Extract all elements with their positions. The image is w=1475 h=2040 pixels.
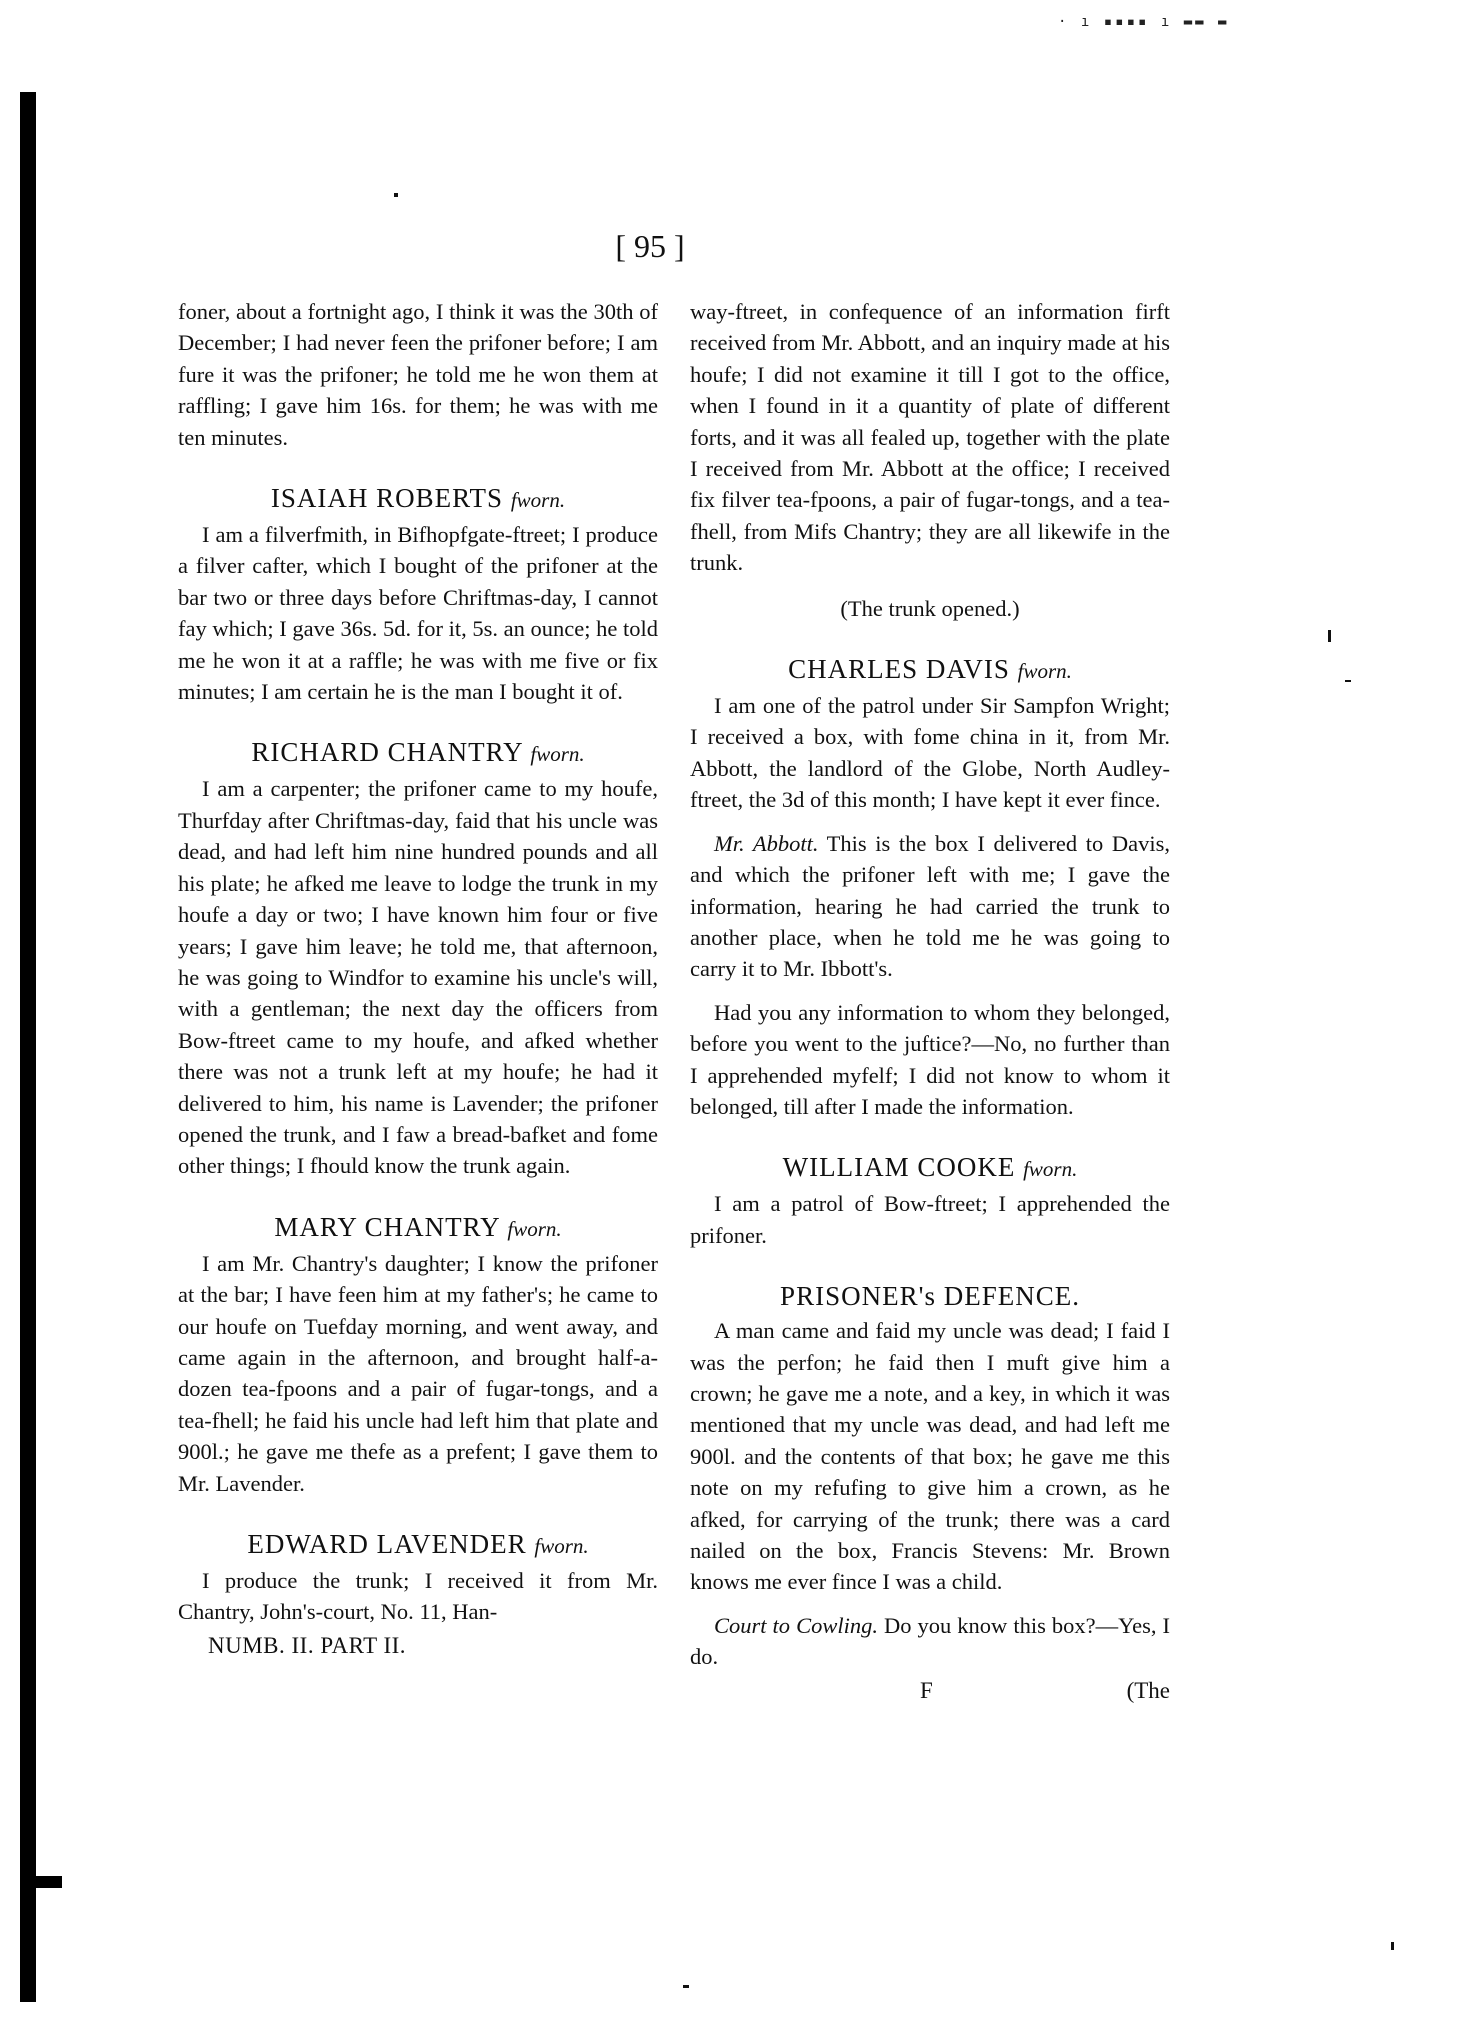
scan-speck	[1391, 1942, 1394, 1950]
witness-name: MARY CHANTRY	[274, 1211, 500, 1242]
top-scan-marks: · ı ▪▪▪▪ ı ▬▬ ▬	[1058, 14, 1230, 30]
witness-name: WILLIAM COOKE	[782, 1152, 1016, 1183]
defence-heading: PRISONER's DEFENCE.	[780, 1281, 1080, 1312]
witness-heading	[178, 735, 658, 771]
continued-testimony: foner, about a fortnight ago, I think it was the 30th of December; I had never feen the prifoner before; I am fure it was the prifoner; he told me he won them at raffling; I gave him 16s. for them; he was with me ten minutes.	[178, 299, 658, 450]
witness-testimony: I am a carpenter; the prifoner came to my houfe, Thurfday after Chriftmas-day, faid that his uncle was dead, and had left him nine hundred pounds and all his plate; he afked me leave to lodge the trunk in my houfe a day or two; I have known him four or five years; I gave him leave; he told me, that afternoon, he was going to Windfor to examine his uncle's will, with a gentleman; the next day the officers from Bow-ftreet came to my houfe, and afked whether there was not a trunk left at my houfe; he had it delivered to him, his name is Lavender; the prifoner opened the trunk, and I faw a bread-bafket and fome other things; I fhould know the trunk again.	[178, 776, 658, 1179]
scan-speck	[683, 1985, 689, 1988]
witness-name: RICHARD CHANTRY	[251, 737, 523, 768]
sworn-label: fworn.	[507, 1216, 562, 1241]
sworn-label: fworn.	[1023, 1157, 1078, 1182]
signature-mark: F	[920, 1677, 933, 1703]
court-question	[690, 1610, 1170, 1673]
witness-name: ISAIAH ROBERTS	[270, 483, 504, 514]
page-number: [ 95 ]	[615, 228, 685, 264]
witness-heading	[690, 1150, 1170, 1186]
witness-testimony: I am a patrol of Bow-ftreet; I apprehended the prifoner.	[690, 1191, 1170, 1248]
signature-line: NUMB. II. PART II.	[208, 1632, 407, 1658]
witness-name: CHARLES DAVIS	[788, 654, 1010, 685]
speaker-name: Mr. Abbott.	[714, 830, 819, 856]
examination-question: Had you any information to whom they belonged, before you went to the juftice?—No, no further than I apprehended myfelf; I did not know to whom it belonged, till after I made the information.	[690, 999, 1170, 1119]
binding-shadow	[20, 92, 36, 2002]
witness-heading	[178, 1527, 658, 1563]
scan-speck	[1328, 630, 1331, 642]
defence-text: A man came and faid my uncle was dead; I faid I was the perfon; he faid then I muft give him a crown; he gave me a note, and a key, in which it was mentioned that my uncle was dead, and had left me 900l. and the contents of that box; he gave me this note on my refufing to give him a crown, as he afked, for carrying of the trunk; there was a card nailed on the box, Francis Stevens: Mr. Brown knows me ever fince I was a child.	[690, 1318, 1170, 1595]
witness-heading	[178, 1210, 658, 1246]
witness-testimony: I am one of the patrol under Sir Sampfon Wright; I received a box, with fome china in it, from Mr. Abbott, the landlord of the Globe, North Audley-ftreet, the 3d of this month; I have kept it ever fince.	[690, 693, 1170, 813]
scan-speck	[394, 193, 398, 197]
sworn-label: fworn.	[510, 488, 566, 513]
continued-testimony: way-ftreet, in confequence of an information firft received from Mr. Abbott, and an inquiry made at his houfe; I did not examine it till I got to the office, when I found in it a quantity of plate of different forts, and it was all fealed up, together with the plate I received from Mr. Abbott at the office; I received fix filver tea-fpoons, a pair of fugar-tongs, and a tea-fhell, from Mifs Chantry; they are all likewife in the trunk.	[690, 299, 1170, 576]
witness-testimony: I am Mr. Chantry's daughter; I know the prifoner at the bar; I have feen him at my father's; he came to our houfe on Tuefday morning, and went away, and came again in the afternoon, and brought half-a-dozen tea-fpoons and a pair of fugar-tongs, and a tea-fhell; he faid his uncle had left him that plate and 900l.; he gave me thefe as a prefent; I gave them to Mr. Lavender.	[178, 1250, 658, 1496]
witness-testimony: I produce the trunk; I received it from Mr. Chantry, John's-court, No. 11, Han-	[178, 1568, 658, 1625]
speaker-name: Court to Cowling.	[714, 1612, 878, 1638]
left-column	[178, 296, 658, 1661]
witness-name: EDWARD LAVENDER	[247, 1529, 527, 1559]
scan-speck	[1345, 680, 1351, 682]
page-footer	[690, 1675, 1170, 1706]
catchword: (The	[1126, 1677, 1170, 1703]
witness-testimony: I am a filverfmith, in Bifhopfgate-ftreet; I produce a filver cafter, which I bought of the prifoner at the bar two or three days before Chriftmas-day, I cannot fay which; I gave 36s. 5d. for it, 5s. an ounce; he told me he won it at a raffle; he was with me five or fix minutes; I am certain he is the man I bought it of.	[178, 522, 658, 705]
witness-heading	[690, 652, 1170, 688]
witness-heading	[178, 481, 658, 517]
binding-mark	[26, 1876, 62, 1888]
right-column	[690, 296, 1170, 1706]
abbott-statement	[690, 828, 1170, 985]
statement-text: Do you know this box?—Yes, I do.	[690, 1612, 1170, 1670]
stage-note: (The trunk opened.)	[840, 595, 1020, 621]
sworn-label: fworn.	[534, 1534, 589, 1558]
statement-text: This is the box I delivered to Davis, and which the prifoner left with me; I gave the information, hearing he had carried the trunk to another place, when he told me he was going to carry it to Mr. Ibbott's.	[690, 830, 1170, 982]
sworn-label: fworn.	[1017, 659, 1072, 684]
sworn-label: fworn.	[530, 742, 585, 767]
